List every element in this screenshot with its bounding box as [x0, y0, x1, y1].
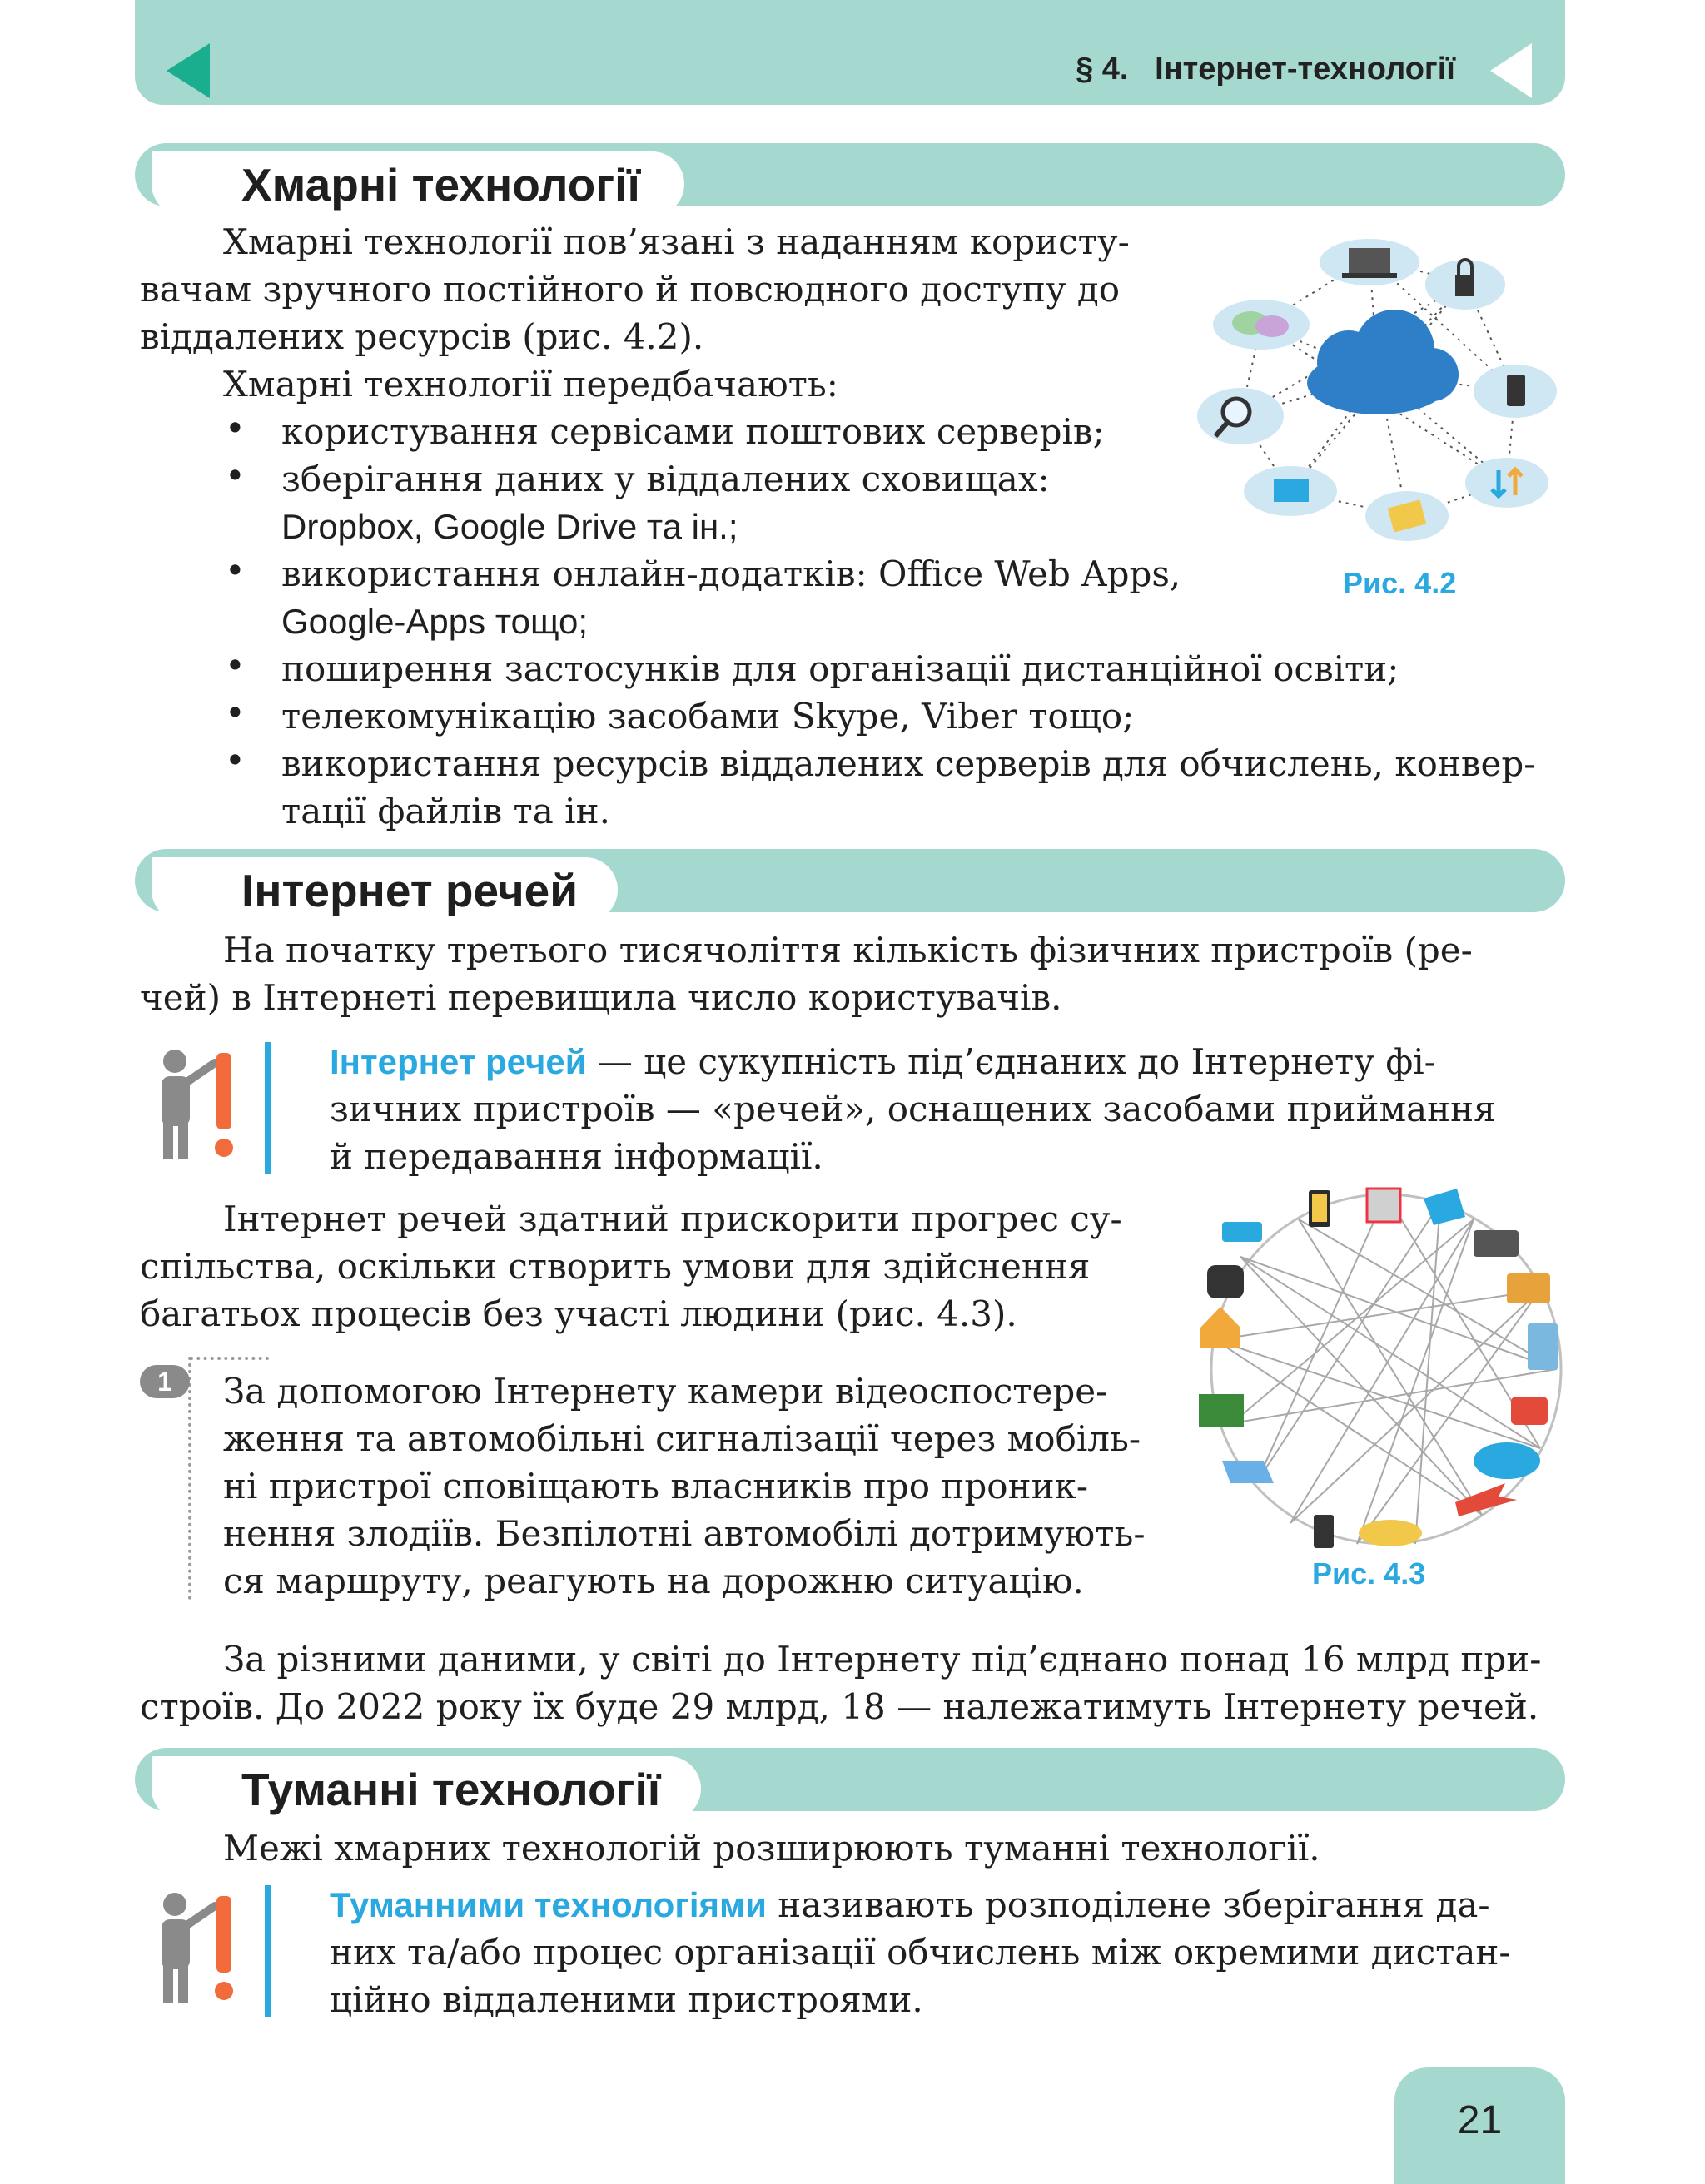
next-page-arrow-icon[interactable]: [1490, 43, 1532, 98]
header-section-number: § 4.: [1076, 52, 1129, 87]
definition-line: ційно віддаленими пристроями.: [330, 1979, 923, 2020]
paragraph: На початку третього тисячоліття кількість фізичних пристроїв (ре-: [223, 930, 1473, 970]
section-tab: [152, 857, 618, 922]
bullet-icon: •: [225, 550, 246, 591]
cloud-network-illustration: [1182, 225, 1573, 558]
section-tab: [152, 1756, 701, 1821]
bullet-icon: •: [225, 645, 246, 686]
definition-line: зичних пристроїв — «речей», оснащених засобами приймання: [330, 1089, 1496, 1129]
list-item: поширення застосунків для організації дистанційної освіти;: [281, 648, 1399, 689]
definition-line: [330, 1881, 1490, 1928]
section-title: Туманні технології: [241, 1764, 661, 1815]
bullet-icon: •: [225, 740, 246, 781]
important-definition-icon: [143, 1045, 243, 1161]
section-tab: [152, 151, 684, 216]
figure-caption: Рис. 4.2: [1343, 566, 1457, 600]
paragraph: За різними даними, у світі до Інтернету під’єднано понад 16 млрд при-: [223, 1639, 1542, 1680]
paragraph: Хмарні технології пов’язані з наданням користу-: [223, 221, 1130, 262]
list-item: зберігання даних у віддалених сховищах:: [281, 459, 1050, 499]
important-definition-icon: [143, 1888, 243, 2004]
note-line: нення злодіїв. Безпілотні автомобілі дотримують-: [223, 1513, 1146, 1554]
paragraph: багатьох процесів без участі людини (рис. 4.3).: [140, 1293, 1017, 1334]
definition-text: називають розподілене зберігання да-: [766, 1884, 1490, 1925]
iot-devices-illustration: [1191, 1174, 1582, 1556]
bullet-icon: •: [225, 408, 246, 449]
note-line: ження та автомобільні сигналізації через мобіль-: [223, 1418, 1141, 1459]
section-banner: [135, 143, 1565, 211]
definition-term: Туманними технологіями: [330, 1885, 767, 1924]
paragraph: чей) в Інтернеті перевищила число користувачів.: [140, 977, 1062, 1018]
header-section-title: [1076, 52, 1455, 87]
page-number: 21: [1457, 2098, 1503, 2142]
paragraph: вачам зручного постійного й повсюдного доступу до: [140, 269, 1121, 310]
note-line: ся маршруту, реагують на дорожню ситуацію.: [223, 1561, 1084, 1601]
section-banner: [135, 849, 1565, 916]
definition-line: й передавання інформації.: [330, 1136, 823, 1177]
definition-text: — це сукупність під’єднаних до Інтернету фі-: [586, 1041, 1436, 1082]
definition-term: Інтернет речей: [330, 1042, 587, 1081]
paragraph: віддалених ресурсів (рис. 4.2).: [140, 316, 704, 357]
figure-caption: Рис. 4.3: [1312, 1556, 1426, 1591]
definition-accent-bar: [265, 1042, 271, 1174]
section-banner: [135, 1748, 1565, 1815]
prev-page-arrow-icon[interactable]: [167, 43, 210, 98]
paragraph: Інтернет речей здатний прискорити прогрес су-: [223, 1199, 1122, 1239]
definition-accent-bar: [265, 1885, 271, 2017]
list-item-continuation: Dropbox, Google Drive та ін.;: [281, 507, 738, 546]
list-item-continuation: Google-Apps тощо;: [281, 602, 589, 641]
section-title: Хмарні технології: [241, 159, 640, 211]
paragraph: Хмарні технології передбачають:: [223, 364, 838, 405]
definition-line: [330, 1038, 1436, 1085]
note-line: За допомогою Інтернету камери відеоспостере-: [223, 1371, 1108, 1412]
section-title: Інтернет речей: [241, 865, 579, 916]
note-top-rule: [190, 1357, 269, 1360]
list-item: використання ресурсів віддалених серверів для обчислень, конвер-: [281, 743, 1536, 784]
definition-line: них та/або процес організації обчислень між окремими дистан-: [330, 1932, 1511, 1973]
paragraph: строїв. До 2022 року їх буде 29 млрд, 18 — належатимуть Інтернету речей.: [140, 1686, 1539, 1727]
paragraph: Межі хмарних технологій розширюють туманні технології.: [223, 1828, 1320, 1869]
list-item: користування сервісами поштових серверів;: [281, 411, 1105, 452]
bullet-icon: •: [225, 692, 246, 733]
note-side-rule: [188, 1357, 191, 1600]
bullet-icon: •: [225, 455, 246, 496]
note-number-badge: 1: [140, 1365, 190, 1398]
note-line: ні пристрої сповіщають власників про проник-: [223, 1466, 1089, 1506]
list-item-continuation: тації файлів та ін.: [281, 791, 610, 831]
paragraph: спільства, оскільки створить умови для здійснення: [140, 1246, 1091, 1287]
header-chapter-title: Інтернет-технології: [1155, 52, 1455, 87]
list-item: використання онлайн-додатків: Office Web Apps,: [281, 553, 1181, 594]
list-item: телекомунікацію засобами Skype, Viber тощо;: [281, 696, 1135, 737]
